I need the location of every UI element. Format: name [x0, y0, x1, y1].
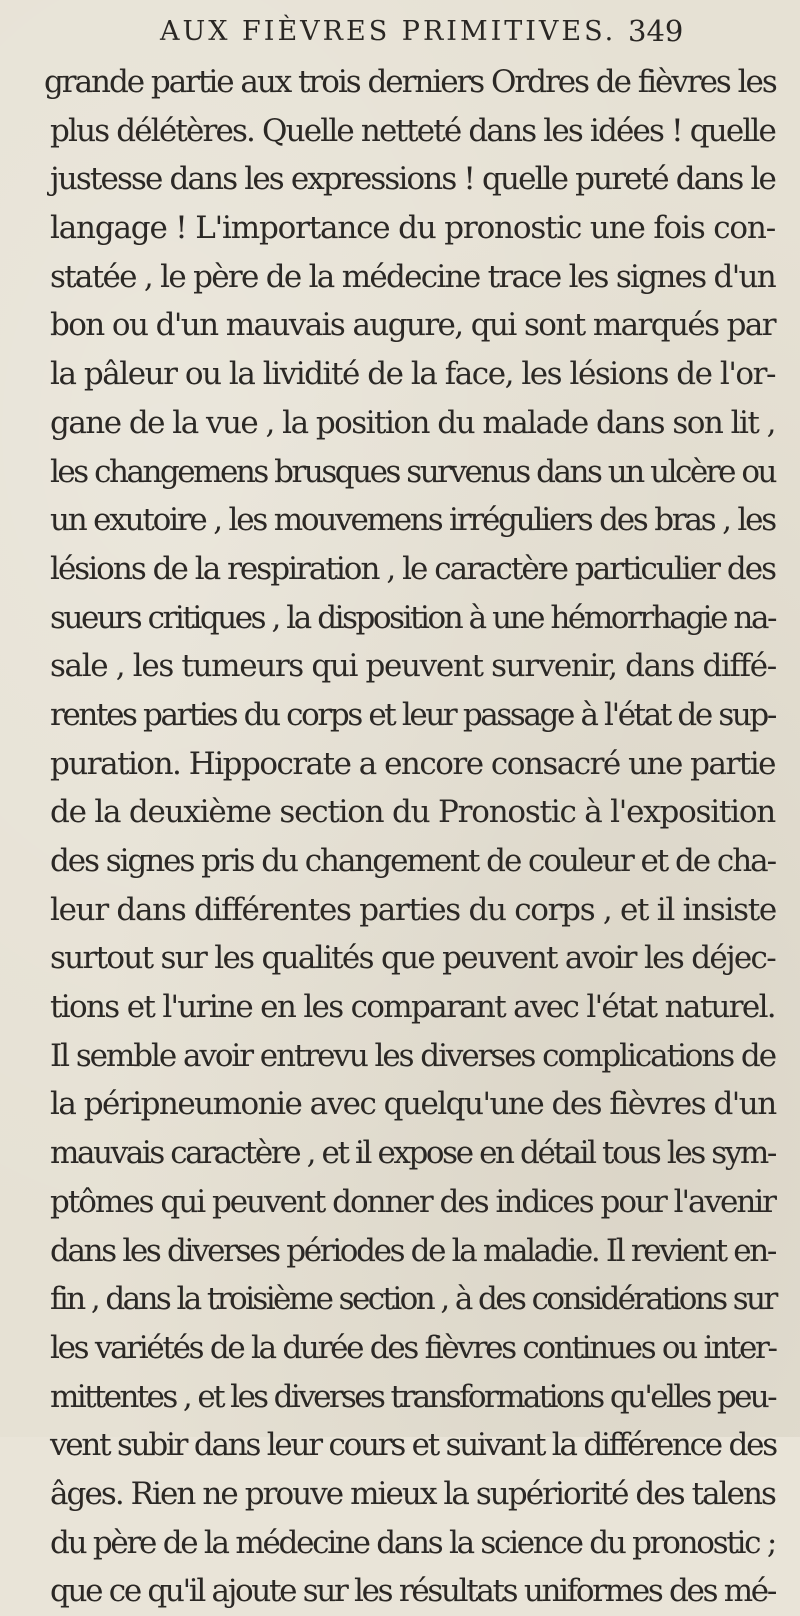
text-line: sale , les tumeurs qui peuvent survenir, dans diffé-: [50, 648, 776, 685]
text-line: les changemens brusques survenus dans un ulcère ou: [50, 453, 775, 490]
text-line: Il semble avoir entrevu les diverses complications de: [50, 1037, 775, 1074]
text-line: justesse dans les expressions ! quelle pureté dans le: [50, 161, 775, 198]
text-line: âges. Rien ne prouve mieux la supériorité des talens: [50, 1475, 775, 1512]
text-line: de la deuxième section du Pronostic à l'exposition: [50, 794, 775, 831]
text-line: gane de la vue , la position du malade dans son lit ,: [50, 404, 775, 441]
text-line: leur dans différentes parties du corps , et il insiste: [50, 891, 776, 928]
text-line: sueurs critiques , la disposition à une hémorrhagie na-: [50, 599, 776, 636]
text-line: surtout sur les qualités que peuvent avoir les déjec-: [50, 940, 775, 977]
text-line: grande partie aux trois derniers Ordres de fièvres les: [44, 64, 776, 100]
text-line: bon ou d'un mauvais augure, qui sont marqués par: [50, 307, 775, 344]
text-line: mittentes , et les diverses transformations qu'elles peu-: [50, 1378, 775, 1415]
text-line: langage ! L'importance du pronostic une fois con-: [50, 210, 775, 247]
text-line: puration. Hippocrate a encore consacré une partie: [50, 745, 775, 782]
text-line: du père de la médecine dans la science du pronostic ;: [50, 1524, 775, 1561]
text-line: statée , le père de la médecine trace les signes d'un: [50, 258, 775, 295]
text-line: lésions de la respiration , le caractère particulier des: [50, 550, 775, 587]
text-line: les variétés de la durée des fièvres continues ou inter-: [50, 1329, 776, 1366]
text-line: la pâleur ou la lividité de la face, les lésions de l'or-: [50, 356, 775, 393]
body-text: [30, 58, 775, 1616]
text-line: un exutoire , les mouvemens irréguliers des bras , les: [50, 502, 775, 539]
text-line: rentes parties du corps et leur passage à l'état de sup-: [50, 696, 775, 733]
text-line: mauvais caractère , et il expose en détail tous les sym-: [50, 1135, 775, 1172]
text-line: que ce qu'il ajoute sur les résultats uniformes des mé-: [50, 1573, 775, 1610]
text-line: fin , dans la troisième section , à des considérations sur: [50, 1281, 776, 1318]
text-line: vent subir dans leur cours et suivant la différence des: [50, 1427, 776, 1464]
running-head: AUX FIÈVRES PRIMITIVES.: [160, 16, 617, 47]
text-line: des signes pris du changement de couleur et de cha-: [50, 843, 775, 879]
page-header: [0, 10, 800, 60]
text-line: tions et l'urine en les comparant avec l'état naturel.: [50, 989, 775, 1026]
text-line: ptômes qui peuvent donner des indices pour l'avenir: [50, 1183, 775, 1220]
text-line: dans les diverses périodes de la maladie. Il revient en-: [50, 1232, 775, 1269]
text-line: la péripneumonie avec quelqu'une des fièvres d'un: [50, 1086, 776, 1123]
text-line: plus délétères. Quelle netteté dans les idées ! quelle: [50, 112, 775, 149]
page-number: 349: [628, 14, 684, 48]
